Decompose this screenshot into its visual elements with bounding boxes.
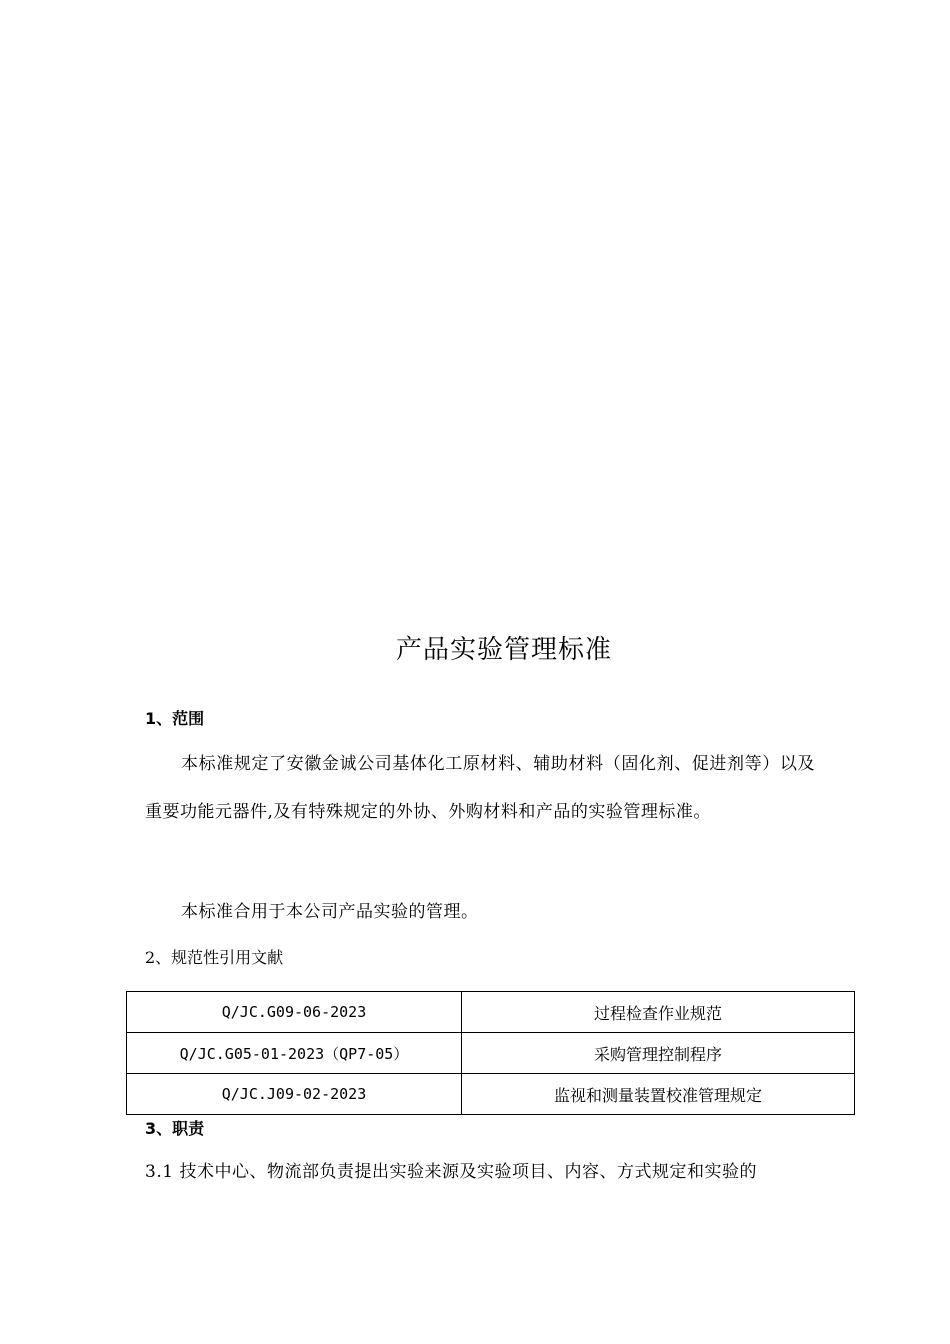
section-3-paragraph-1: 3.1 技术中心、物流部负责提出实验来源及实验项目、内容、方式规定和实验的 [145,1162,757,1182]
section-2-heading-text: 2、规范性引用文献 [145,948,284,967]
section-2-heading [145,946,283,970]
reference-code: Q/JC.J09-02-2023 [127,1074,462,1115]
reference-name: 采购管理控制程序 [462,1033,855,1074]
table-row [127,1033,855,1074]
document-title: 产品实验管理标准 [395,635,612,665]
reference-code: Q/JC.G09-06-2023 [127,992,462,1033]
table-row [127,1074,855,1115]
section-1-heading: 1、范围 [145,709,205,728]
table-row [127,992,855,1033]
reference-name: 过程检查作业规范 [462,992,855,1033]
reference-name: 监视和测量装置校准管理规定 [462,1074,855,1115]
reference-code: Q/JC.G05-01-2023（QP7-05） [127,1033,462,1074]
section-1-paragraph-2: 本标准合用于本公司产品实验的管理。 [181,902,479,922]
section-3-heading: 3、职责 [145,1119,205,1138]
reference-table [126,991,855,1115]
section-1-paragraph-1: 本标准规定了安徽金诚公司基体化工原材料、辅助材料（固化剂、促进剂等）以及重要功能元器件,及有特殊规定的外协、外购材料和产品的实验管理标准。 [145,754,815,822]
